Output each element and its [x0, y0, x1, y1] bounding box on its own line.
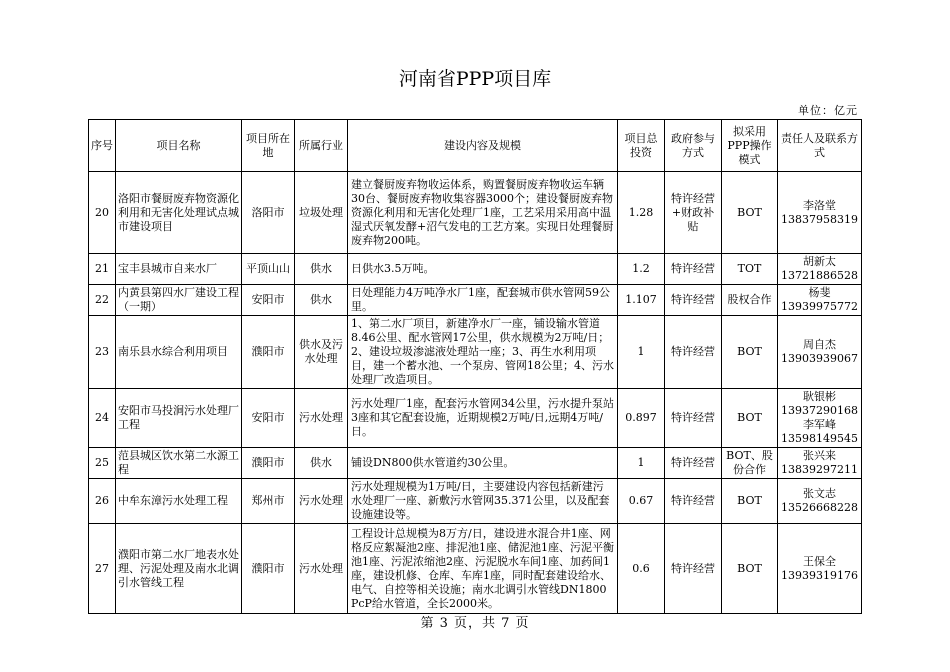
cell-gov-role: 特许经营 [665, 448, 722, 479]
cell-content: 铺设DN800供水管道约30公里。 [348, 448, 618, 479]
contact-name: 李军峰 [803, 418, 836, 431]
cell-no: 21 [89, 254, 116, 285]
page-title: 河南省PPP项目库 [398, 68, 552, 90]
cell-content: 日供水3.5万吨。 [348, 254, 618, 285]
cell-no: 27 [89, 524, 116, 614]
cell-location: 平顶山山 [242, 254, 295, 285]
contact-phone: 13939975772 [781, 300, 858, 313]
table-row [89, 448, 862, 479]
cell-name: 中牟东漳污水处理工程 [116, 479, 242, 524]
contact-name: 李洛堂 [803, 198, 836, 212]
cell-content: 污水处理厂1座，配套污水管网34公里，污水提升泵站3座和其它配套设施，近期规模2万吨/日,远期4万吨/日。 [348, 389, 618, 448]
cell-location: 濮阳市 [242, 448, 295, 479]
cell-content: 日处理能力4万吨净水厂1座，配套城市供水管网59公里。 [348, 285, 618, 316]
cell-content: 污水处理规模为1万吨/日，主要建设内容包括新建污水处理厂一座、新敷污水管网35.371公里，以及配套设施建设等。 [348, 479, 618, 524]
contact-phone: 13721886528 [781, 269, 858, 282]
cell-location: 洛阳市 [242, 172, 295, 254]
cell-mode: BOT [722, 524, 778, 614]
cell-industry: 垃圾处理 [295, 172, 348, 254]
unit-label: 单位：亿元 [798, 104, 858, 117]
header-name: 项目名称 [116, 120, 242, 172]
contact-phone: 13837958319 [781, 212, 858, 226]
cell-gov-role: 特许经营 [665, 389, 722, 448]
cell-name: 安阳市马投涧污水处理厂工程 [116, 389, 242, 448]
contact-phone: 13526668228 [781, 501, 858, 514]
table-row [89, 316, 862, 389]
cell-industry: 供水及污水处理 [295, 316, 348, 389]
contact-phone: 13937290168 [781, 404, 858, 417]
cell-contacts [778, 285, 862, 316]
cell-mode: 股权合作 [722, 285, 778, 316]
table-row [89, 285, 862, 316]
cell-investment: 0.6 [618, 524, 665, 614]
cell-no: 25 [89, 448, 116, 479]
cell-industry: 污水处理 [295, 479, 348, 524]
cell-contacts [778, 316, 862, 389]
header-investment: 项目总投资 [618, 120, 665, 172]
cell-name: 宝丰县城市自来水厂 [116, 254, 242, 285]
header-gov-role: 政府参与方式 [665, 120, 722, 172]
header-no: 序号 [89, 120, 116, 172]
cell-location: 安阳市 [242, 285, 295, 316]
cell-investment: 0.897 [618, 389, 665, 448]
cell-no: 24 [89, 389, 116, 448]
cell-no: 23 [89, 316, 116, 389]
cell-industry: 污水处理 [295, 524, 348, 614]
contact-name: 胡新太 [803, 255, 836, 268]
cell-mode: TOT [722, 254, 778, 285]
cell-content: 工程设计总规模为8万方/日，建设进水混合井1座、网格反应絮凝池2座、排泥池1座、储泥池1座、污泥平衡池1座、污泥浓缩池2座、污泥脱水车间1座、加药间1座，建设机修、仓库、车库1座，同时配套建设给水、电气、自控等相关设施；南水北调引水管线DN1800 PcP给水管道，全长2000米。 [348, 524, 618, 614]
header-location: 项目所在地 [242, 120, 295, 172]
cell-gov-role: 特许经营 [665, 524, 722, 614]
contact-name: 周自杰 [803, 338, 836, 351]
cell-contacts [778, 524, 862, 614]
table-row [89, 172, 862, 254]
contact-phone: 13839297211 [781, 463, 858, 476]
cell-investment: 1.28 [618, 172, 665, 254]
header-mode: 拟采用PPP操作模式 [722, 120, 778, 172]
cell-no: 20 [89, 172, 116, 254]
page-footer: 第 3 页，共 7 页 [420, 616, 530, 631]
cell-gov-role: 特许经营 [665, 254, 722, 285]
header-contacts: 责任人及联系方式 [778, 120, 862, 172]
ppp-project-table [88, 119, 862, 614]
table-header-row [89, 120, 862, 172]
header-content: 建设内容及规模 [348, 120, 618, 172]
cell-gov-role: 特许经营+财政补贴 [665, 172, 722, 254]
cell-gov-role: 特许经营 [665, 316, 722, 389]
cell-name: 范县城区饮水第二水源工程 [116, 448, 242, 479]
contact-name: 张文志 [803, 487, 836, 500]
cell-location: 濮阳市 [242, 524, 295, 614]
cell-gov-role: 特许经营 [665, 285, 722, 316]
cell-contacts [778, 389, 862, 448]
contact-phone: 13939319176 [781, 568, 858, 582]
cell-no: 26 [89, 479, 116, 524]
cell-name: 洛阳市餐厨废弃物资源化利用和无害化处理试点城市建设项目 [116, 172, 242, 254]
cell-investment: 0.67 [618, 479, 665, 524]
cell-location: 郑州市 [242, 479, 295, 524]
table-row [89, 254, 862, 285]
table-row [89, 479, 862, 524]
cell-name: 濮阳市第二水厂地表水处理、污泥处理及南水北调引水管线工程 [116, 524, 242, 614]
cell-contacts [778, 448, 862, 479]
contact-name: 耿银彬 [803, 390, 836, 403]
cell-investment: 1.2 [618, 254, 665, 285]
cell-investment: 1.107 [618, 285, 665, 316]
contact-name: 杨斐 [808, 286, 831, 299]
cell-contacts [778, 254, 862, 285]
cell-investment: 1 [618, 448, 665, 479]
cell-mode: BOT [722, 479, 778, 524]
header-industry: 所属行业 [295, 120, 348, 172]
cell-content: 1、第二水厂项目，新建净水厂一座，铺设输水管道8.46公里、配水管网17公里，供水规模为2万吨/日；2、建设垃圾渗滤液处理站一座；3、再生水利用项目，建一个蓄水池、一个泵房、管网18公里；4、污水处理厂改造项目。 [348, 316, 618, 389]
cell-contacts [778, 172, 862, 254]
cell-industry: 供水 [295, 448, 348, 479]
cell-industry: 供水 [295, 254, 348, 285]
cell-mode: BOT [722, 316, 778, 389]
contact-phone: 13903939067 [781, 352, 858, 365]
contact-name: 张兴来 [803, 449, 836, 462]
table-row [89, 524, 862, 614]
cell-mode: BOT、股份合作 [722, 448, 778, 479]
contact-phone: 13598149545 [781, 432, 858, 445]
cell-location: 濮阳市 [242, 316, 295, 389]
cell-mode: BOT [722, 172, 778, 254]
cell-content: 建立餐厨废弃物收运体系，购置餐厨废弃物收运车辆30台、餐厨废弃物收集容器3000个；建设餐厨废弃物资源化利用和无害化处理厂1座，工艺采用采用高中温湿式厌氧发酵+沼气发电的工艺方案。实现日处理餐厨废弃物200吨。 [348, 172, 618, 254]
cell-name: 内黄县第四水厂建设工程（一期） [116, 285, 242, 316]
cell-gov-role: 特许经营 [665, 479, 722, 524]
cell-no: 22 [89, 285, 116, 316]
cell-industry: 供水 [295, 285, 348, 316]
cell-location: 安阳市 [242, 389, 295, 448]
cell-contacts [778, 479, 862, 524]
cell-mode: BOT [722, 389, 778, 448]
contact-name: 王保全 [803, 554, 836, 568]
cell-investment: 1 [618, 316, 665, 389]
cell-industry: 污水处理 [295, 389, 348, 448]
cell-name: 南乐县水综合利用项目 [116, 316, 242, 389]
table-row [89, 389, 862, 448]
